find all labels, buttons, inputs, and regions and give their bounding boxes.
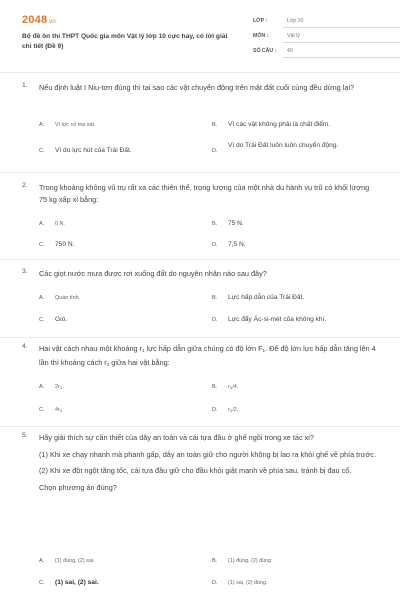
- option-label: D.: [212, 407, 218, 413]
- option-text-part: .: [62, 384, 64, 390]
- option-label: B.: [212, 384, 218, 390]
- meta-line: [283, 57, 400, 58]
- question-text-part: Hai vật cách nhau một khoảng r: [39, 344, 143, 353]
- meta-count-key: SỐ CÂU :: [253, 48, 277, 54]
- option-label: A.: [39, 221, 45, 227]
- divider: [0, 426, 400, 427]
- option-label: D.: [212, 317, 218, 323]
- option-text: 750 N.: [55, 241, 75, 248]
- option-text: Quán tính.: [55, 295, 81, 301]
- question-number: 1.: [22, 82, 28, 89]
- option-text-part: r: [228, 384, 230, 390]
- option-text: Vì các vật không phải là chất điểm.: [228, 121, 331, 128]
- subscript: 1: [262, 348, 266, 353]
- logo-domain: .vn: [47, 19, 56, 25]
- question-paragraph: (1) Khi xe chạy nhanh mà phanh gấp, dây an toàn giữ cho người không bị lao ra khỏi ghế về phía trước.: [39, 449, 376, 459]
- option-text: Lực hấp dẫn của Trái Đất.: [228, 294, 305, 301]
- meta-subject-value: Vật lý: [287, 33, 300, 39]
- subscript: 1: [229, 408, 233, 413]
- option-label: A.: [39, 384, 45, 390]
- option-label: C.: [39, 580, 45, 586]
- option-label: C.: [39, 407, 45, 413]
- meta-count-value: 40: [287, 48, 293, 54]
- option-label: D.: [212, 242, 218, 248]
- question-text-part: . Để độ lớn lực hấp dẫn tăng lên 4 lần thì khoảng cách r: [39, 344, 376, 367]
- subscript: 1: [229, 385, 233, 390]
- question-number: 5.: [22, 432, 28, 439]
- option-text-part: r: [228, 407, 230, 413]
- subscript: 1: [142, 348, 145, 353]
- option-text: [55, 405, 205, 416]
- meta-class: [253, 16, 400, 31]
- logo-text: 2048: [22, 14, 48, 26]
- option-text: 75 N.: [228, 220, 244, 227]
- option-text: [55, 382, 205, 393]
- meta-count: [253, 46, 400, 61]
- document-header: [22, 14, 378, 60]
- option-label: D.: [212, 580, 218, 586]
- option-text: [228, 382, 378, 393]
- option-label: A.: [39, 122, 45, 128]
- option-text: [228, 405, 378, 416]
- meta-line: [283, 42, 400, 43]
- divider: [0, 337, 400, 338]
- option-text: 0 N.: [55, 221, 65, 227]
- option-text-part: /4.: [232, 384, 239, 390]
- question-text: Các giọt nước mưa được rơi xuống đất do nguyên nhân nào sau đây?: [39, 269, 267, 278]
- question-text: [39, 343, 378, 370]
- option-text: Vì do lực hút của Trái Đất.: [55, 147, 132, 154]
- option-label: A.: [39, 295, 45, 301]
- option-label: B.: [212, 122, 218, 128]
- question-5: [22, 432, 378, 592]
- question-paragraph: Chọn phương án đúng?: [39, 482, 117, 492]
- document-meta: [253, 16, 400, 61]
- document-title: Bộ đề ôn thi THPT Quốc gia môn Vật lý lớp 10 cực hay, có lời giải chi tiết (Đề 9): [22, 33, 228, 50]
- option-text: (1) sai, (2) sai.: [55, 579, 99, 586]
- question-number: 3.: [22, 268, 28, 275]
- option-label: B.: [212, 295, 218, 301]
- meta-subject-key: MÔN :: [253, 33, 269, 39]
- option-text: Gió.: [55, 316, 68, 323]
- option-text: Vì lực cỏ ma sát.: [55, 122, 96, 128]
- option-text-part: /2.: [232, 407, 239, 413]
- option-text: (1) sai, (2) đúng.: [228, 580, 268, 586]
- question-4: [22, 343, 378, 421]
- option-text: (1) đúng, (2) đúng: [228, 558, 272, 564]
- option-label: C.: [39, 317, 45, 323]
- divider: [0, 259, 400, 260]
- question-2: [22, 182, 378, 252]
- option-text: 7,5 N.: [228, 241, 246, 248]
- option-text: (1) đúng, (2) sai.: [55, 558, 95, 564]
- meta-class-value: Lớp 10: [287, 18, 304, 24]
- question-3: [22, 268, 378, 332]
- question-text: Nếu định luật I Niu-tơn đúng thì tại sao các vật chuyển động trên mặt đất cuối cùng đều dừng lại?: [39, 83, 355, 92]
- meta-subject: [253, 31, 400, 46]
- option-text-part: 2r: [55, 384, 60, 390]
- question-number: 2.: [22, 182, 28, 189]
- option-text: Vì do Trái Đất luôn luôn chuyển động.: [228, 142, 339, 149]
- subscript: 2: [106, 361, 110, 367]
- meta-class-key: LỚP :: [253, 18, 268, 24]
- option-text-part: 4r: [55, 407, 60, 413]
- meta-line: [283, 27, 400, 28]
- question-text: [39, 432, 378, 498]
- question-1: [22, 82, 378, 165]
- site-logo[interactable]: [22, 14, 56, 26]
- divider: [0, 172, 400, 173]
- question-text: Trong khoảng không vũ trụ rất xa các thiên thể, trọng lượng của một nhà du hành vụ trũ có khối lượng 75 kg xấp xỉ bằng:: [39, 183, 370, 204]
- option-label: C.: [39, 242, 45, 248]
- option-label: A.: [39, 558, 45, 564]
- question-paragraph: (2) Khi xe đột ngột tăng tốc, cái tựa đầu giữ cho đầu khỏi giật mạnh về phía sau, tránh bị đau cổ.: [39, 466, 352, 475]
- option-label: C.: [39, 148, 45, 154]
- question-text-part: giữa hai vật bằng:: [109, 357, 170, 367]
- option-label: B.: [212, 221, 218, 227]
- question-number: 4.: [22, 343, 28, 350]
- option-label: B.: [212, 558, 218, 564]
- subscript: 1: [59, 385, 63, 390]
- divider: [0, 72, 400, 73]
- question-paragraph: Hãy giải thích sự cần thiết của dây an toàn và cái tựa đầu ở ghế ngồi trong xe tác xi?: [39, 433, 314, 442]
- option-text: Lực đẩy Ác-si-mét của không khí.: [228, 316, 327, 323]
- question-text-part: lực hấp dẫn giữa chúng có độ lớn F: [144, 344, 263, 353]
- subscript: 1: [59, 408, 63, 413]
- option-label: D.: [212, 148, 218, 154]
